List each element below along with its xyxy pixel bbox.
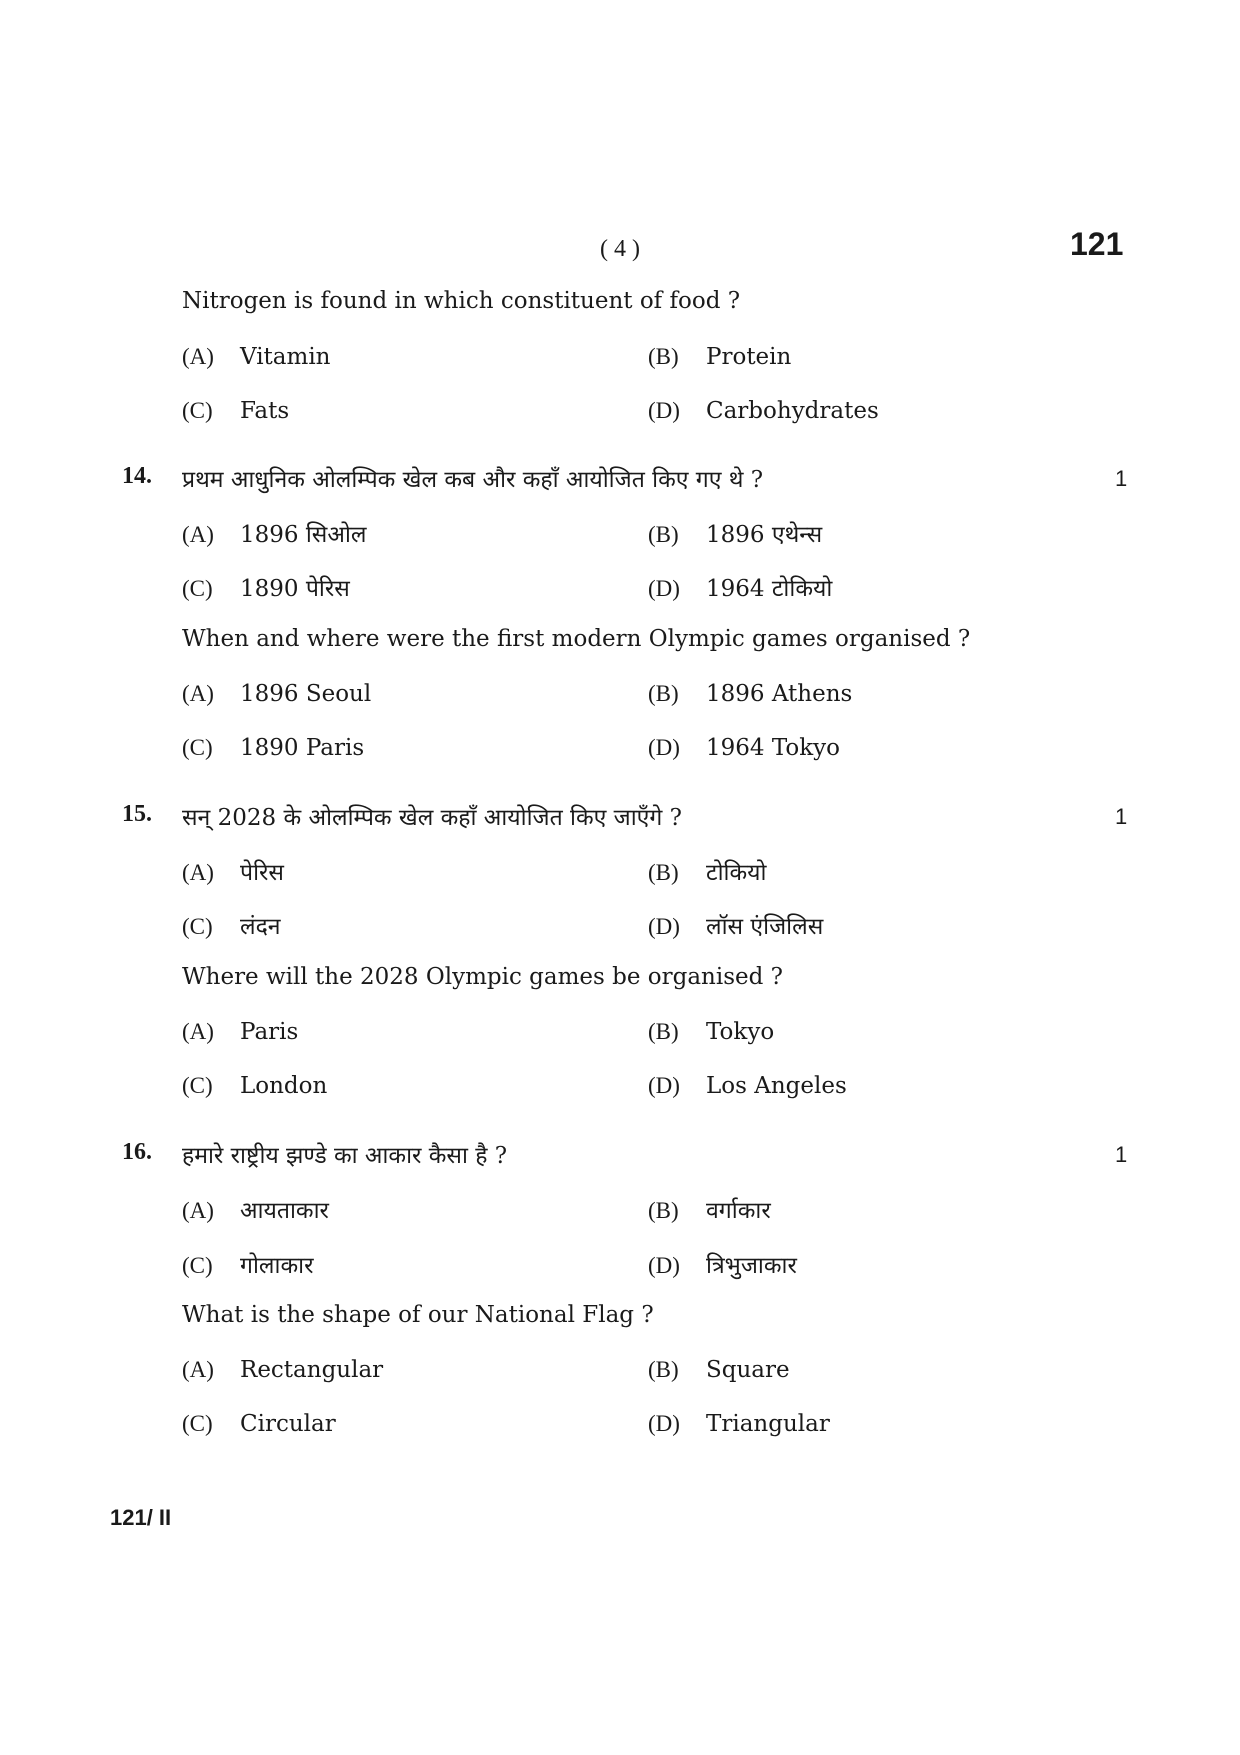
q14-hi-option-c: (C) 1890 पेरिस	[182, 576, 350, 602]
q15-en-option-a: (A) Paris	[182, 1019, 299, 1045]
q16-en-option-a: (A) Rectangular	[182, 1357, 384, 1383]
q15-hi-option-c: (C) लंदन	[182, 914, 281, 940]
question-16-hindi: हमारे राष्ट्रीय झण्डे का आकार कैसा है ?	[182, 1143, 508, 1169]
q16-en-option-c: (C) Circular	[182, 1411, 336, 1437]
q16-hi-option-c: (C) गोलाकार	[182, 1253, 314, 1279]
q14-en-option-b: (B) 1896 Athens	[648, 681, 853, 707]
q15-hi-option-a: (A) पेरिस	[182, 860, 284, 886]
q14-en-option-a: (A) 1896 Seoul	[182, 681, 372, 707]
paper-code: 121	[1070, 226, 1124, 262]
question-14-marks: 1	[1115, 466, 1128, 491]
q13-en-option-b: (B) Protein	[648, 344, 792, 370]
q14-hi-option-d: (D) 1964 टोकियो	[648, 576, 833, 602]
q13-en-option-c: (C) Fats	[182, 398, 290, 424]
footer-paper-code: 121/ II	[110, 1505, 172, 1530]
question-15-number: 15.	[122, 801, 152, 827]
q14-en-option-d: (D) 1964 Tokyo	[648, 735, 841, 761]
question-14-hindi: प्रथम आधुनिक ओलम्पिक खेल कब और कहाँ आयोजित किए गए थे ?	[182, 467, 764, 493]
question-13-english: Nitrogen is found in which constituent of food ?	[182, 288, 741, 314]
question-15-hindi: सन् 2028 के ओलम्पिक खेल कहाँ आयोजित किए जाएँगे ?	[182, 805, 682, 831]
q16-en-option-b: (B) Square	[648, 1357, 790, 1383]
q13-en-option-d: (D) Carbohydrates	[648, 398, 879, 424]
q13-en-option-a: (A) Vitamin	[182, 344, 331, 370]
q15-en-option-b: (B) Tokyo	[648, 1019, 775, 1045]
question-16-number: 16.	[122, 1139, 152, 1165]
question-16-english: What is the shape of our National Flag ?	[182, 1302, 654, 1328]
q15-en-option-c: (C) London	[182, 1073, 328, 1099]
question-15-marks: 1	[1115, 804, 1128, 829]
q16-en-option-d: (D) Triangular	[648, 1411, 830, 1437]
q16-hi-option-a: (A) आयताकार	[182, 1198, 329, 1224]
question-16-marks: 1	[1115, 1142, 1128, 1167]
question-14-number: 14.	[122, 463, 152, 489]
q14-hi-option-a: (A) 1896 सिओल	[182, 522, 367, 548]
question-14-english: When and where were the first modern Olympic games organised ?	[182, 626, 971, 652]
page-number: ( 4 )	[600, 236, 640, 262]
q15-hi-option-b: (B) टोकियो	[648, 860, 767, 886]
q15-en-option-d: (D) Los Angeles	[648, 1073, 847, 1099]
q16-hi-option-b: (B) वर्गाकार	[648, 1198, 771, 1224]
q14-hi-option-b: (B) 1896 एथेन्स	[648, 522, 823, 548]
question-15-english: Where will the 2028 Olympic games be organised ?	[182, 964, 783, 990]
q14-en-option-c: (C) 1890 Paris	[182, 735, 365, 761]
q15-hi-option-d: (D) लॉस एंजिलिस	[648, 914, 824, 940]
q16-hi-option-d: (D) त्रिभुजाकार	[648, 1253, 797, 1279]
